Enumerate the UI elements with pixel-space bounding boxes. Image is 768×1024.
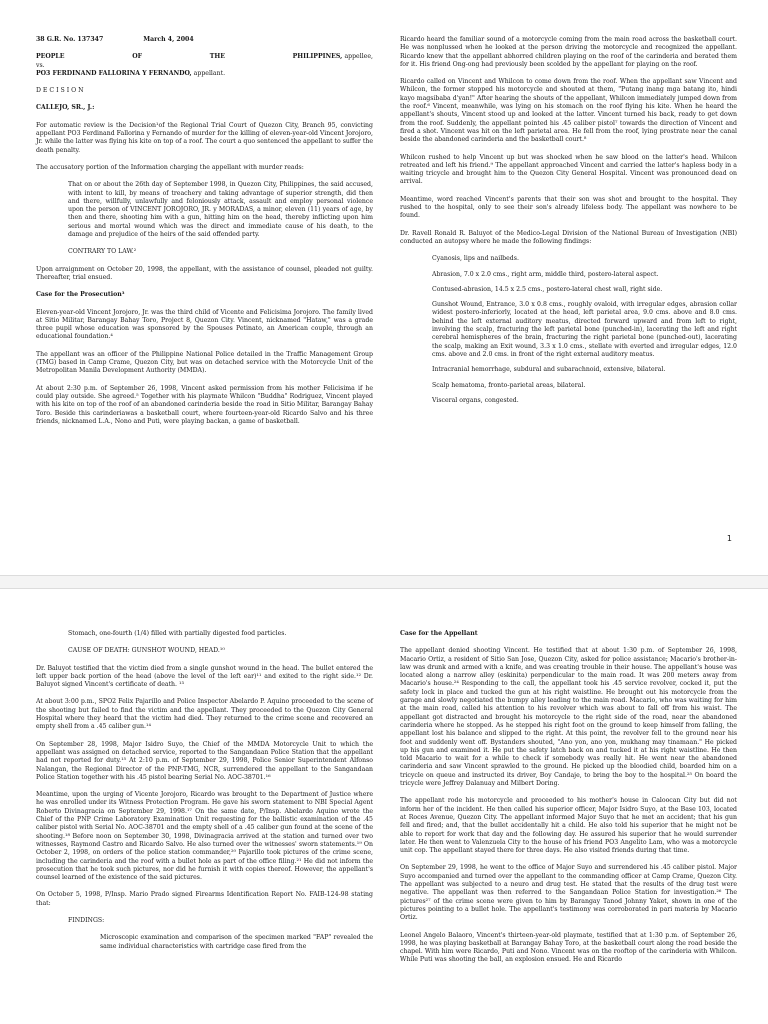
paragraph: Dr. Ravell Ronald R. Baluyot of the Medico-Legal Division of the National Bureau of Investigation (NBI) conducted an autopsy where he made the following findings:: [400, 229, 737, 245]
autopsy-finding: Scalp hematoma, fronto-parietal areas, bilateral.: [432, 381, 586, 389]
paragraph: Whilcon rushed to help Vincent up but was shocked when he saw blood on the latter's head. Whilcon retreated and left his friend.⁹ The appellant approached Vincent and carried the latter's hapless body in a waiting tricycle and brought him to the Quezon City General Hospital. Vincent was pronounced dead on arrival.: [400, 153, 737, 186]
section-heading: Case for the Prosecution³: [36, 291, 125, 299]
paragraph: The accusatory portion of the Information charging the appellant with murder reads:: [36, 163, 304, 171]
autopsy-finding: Visceral organs, congested.: [432, 396, 519, 404]
parties-line: [36, 53, 373, 61]
autopsy-finding: Abrasion, 7.0 x 2.0 cms., right arm, middle third, postero-lateral aspect.: [432, 270, 659, 278]
paragraph: On September 29, 1998, he went to the office of Major Suyo and surrendered his .45 caliber pistol. Major Suyo accompanied and turned over the appellant to the commanding officer at Camp Crame, Quezon City. The appellant was subjected to a neuro and drug test. He stated that the results of the drug test were negative. The appellant was then referred to the Sangandaan Police Station for investigation.²⁶ The pictures²⁷ of the crime scene were given to him by Barangay Tanod Johnny Yaket, shown in one of the pictures pointing to a bullet hole. The appellant's testimony was corroborated in pari materia by Macario Ortiz.: [400, 864, 737, 922]
ponente: CALLEJO, SR., J.:: [36, 104, 95, 112]
party-word: PHILIPPINES,: [292, 53, 343, 61]
autopsy-finding: Gunshot Wound, Entrance, 3.0 x 0.8 cms., roughly ovaloid, with irregular edges, abrasion collar widest postero-inferiorly, located at the head, left parietal area, 9.0 cms. above and 8.0 cms. behind the left external auditory meatus, directed forward upward and from left to right, involving the scalp, fracturing the left parietal bone (punched-in), lacerating the left and right cerebral hemispheres of the brain, fracturing the right parietal bone (punched-out), lacerating the scalp, making an Exit wound, 3.3 x 1.0 cms., stellate with everted and irregular edges, 12.0 cms. above and 2.0 cms. in front of the right external auditory meatus.: [432, 301, 737, 358]
column-page2-left: [36, 630, 373, 960]
paragraph: Dr. Baluyot testified that the victim died from a single gunshot wound in the head. The bullet entered the left upper back portion of the head (above the level of the left ear)¹¹ and exited to the right side.¹² Dr. Baluyot signed Vincent's certificate of death. ¹³: [36, 664, 373, 689]
paragraph: At about 2:30 p.m. of September 26, 1998, Vincent asked permission from his mother Felicisima if he could play outside. She agreed.⁵ Together with his playmate Whilcon "Buddha" Rodriguez, Vincent played with his kite on top of the roof of an abandoned carinderia beside the road in Sitio Militar, Barangay Bahay Toro. Beside this carinderiawas a basketball court, where fourteen-year-old Ricardo Salvo and his three friends, nicknamed L.A., Nono and Puti, were playing backan, a game of basketball.: [36, 384, 373, 425]
column-page1-left: [36, 36, 373, 435]
page-separator: [0, 575, 768, 589]
paragraph: For automatic review is the Decision¹of the Regional Trial Court of Quezon City, Branch 95, convicting appellant PO3 Ferdinand Fallorina y Fernando of murder for the killing of eleven-year-old Vincent Jorojoro, Jr. while the latter was flying his kite on top of a roof. The court a quo sentenced the appellant to suffer the death penalty.: [36, 121, 373, 154]
autopsy-finding: Contused-abrasion, 14.5 x 2.5 cms., postero-lateral chest wall, right side.: [432, 285, 663, 293]
autopsy-finding: Intracranial hemorrhage, subdural and subarachnoid, extensive, bilateral.: [432, 366, 666, 374]
paragraph: Meantime, word reached Vincent's parents that their son was shot and brought to the hospital. They rushed to the hospital, only to see their son's already lifeless body. The appellant was nowhere to be found.: [400, 195, 737, 220]
autopsy-finding: Stomach, one-fourth (1/4) filled with partially digested food particles.: [68, 630, 287, 637]
autopsy-finding: Cyanosis, lips and nailbeds.: [432, 255, 519, 263]
party-word: THE: [209, 53, 225, 61]
party-role: appellee,: [344, 53, 373, 61]
column-page2-right: [400, 630, 737, 974]
paragraph: Upon arraignment on October 20, 1998, the appellant, with the assistance of counsel, pleaded not guilty. Thereafter, trial ensued.: [36, 265, 373, 281]
paragraph: The appellant was an officer of the Philippine National Police detailed in the Traffic Management Group (TMG) based in Camp Crame, Quezon City, but was on detached service with the Motorcycle Unit of the Metropolitan Manila Development Authority (MMDA).: [36, 350, 373, 375]
paragraph: Meantime, upon the urging of Vicente Jorojoro, Ricardo was brought to the Department of Justice where he was enrolled under its Witness Protection Program. He gave his sworn statement to NBI Special Agent Roberto Divinagracia on September 29, 1998.¹⁷ On the same date, P/Insp. Abelardo Aquino wrote the Chief of the PNP Crime Laboratory Examination Unit requesting for the ballistic examination of the .45 caliber pistol with Serial No. AOC-38701 and the empty shell of a .45 caliber gun found at the scene of the shooting.¹⁸ Before noon on September 30, 1998, Divinagracia arrived at the station and turned over two witnesses, Raymond Castro and Ricardo Salvo. He also turned over the witnesses' sworn statements.¹⁹ On October 2, 1998, on orders of the police station commander,²⁰ Pajarillo took pictures of the crime scene, including the carinderia and the roof with a bullet hole as part of the office filing.²¹ He did not inform the prosecution that he took such pictures, nor did he furnish it with copies thereof. However, the appellant's counsel learned of the existence of the said pictures.: [36, 791, 373, 882]
findings-label: FINDINGS:: [68, 917, 105, 925]
quoted-information: That on or about the 26th day of September 1998, in Quezon City, Philippines, the said accused, with intent to kill, by means of treachery and taking advantage of superior strength, did then and there, willfully, unlawfully and feloniously attack, assault and employ personal violence upon the person of VINCENT JOROJORO, JR. y MORADAS, a minor, eleven (11) years of age, by then and there, shooting him with a gun, hitting him on the head, thereby inflicting upon him serious and mortal wound which was the direct and immediate cause of his death, to the damage and prejudice of the heirs of the said offended party.: [68, 181, 373, 239]
case-header: [36, 36, 373, 44]
paragraph: Ricardo called on Vincent and Whilcon to come down from the roof. When the appellant saw Vincent and Whilcon, the former stopped his motorcycle and shouted at them, "Putang inang mga batang ito, hindi kayo magsibaba d'yan!" After hearing the shouts of the appellant, Whilcon immediately jumped down from the roof.⁶ Vincent, meanwhile, was lying on his stomach on the roof flying his kite. When he heard the appellant's shouts, Vincent stood up and looked at the latter. Vincent turned his back, ready to get down from the roof. Suddenly, the appellant pointed his .45 caliber pistol⁷ towards the direction of Vincent and fired a shot. Vincent was hit on the left parietal area. He fell from the roof, lying prostrate near the canal beside the abandoned carinderia and the basketball court.⁸: [400, 78, 737, 144]
party-word: OF: [132, 53, 143, 61]
column-page1-right: [400, 36, 737, 412]
decision-label: D E C I S I O N: [36, 87, 84, 95]
party-word: PEOPLE: [36, 53, 65, 61]
appellant-role: appellant.: [193, 69, 226, 77]
cause-of-death: CAUSE OF DEATH: GUNSHOT WOUND, HEAD.¹⁰: [68, 647, 225, 655]
paragraph: Microscopic examination and comparison of the specimen marked "FAP" revealed the same individual characteristics with cartridge case fired from the: [100, 934, 373, 950]
appellant-name: PO3 FERDINAND FALLORINA Y FERNANDO,: [36, 69, 192, 77]
versus: vs.: [36, 61, 45, 69]
section-heading: Case for the Appellant: [400, 630, 478, 637]
paragraph: At about 3:00 p.m., SPO2 Felix Pajarillo and Police Inspector Abelardo P. Aquino proceeded to the scene of the shooting but failed to find the victim and the appellant. They proceeded to the Quezon City General Hospital where they heard that the victim had died. They returned to the crime scene and recovered an empty shell from a .45 caliber gun.¹⁴: [36, 698, 373, 731]
case-date: March 4, 2004: [143, 36, 194, 43]
page-number: 1: [726, 534, 732, 543]
paragraph: The appellant rode his motorcycle and proceeded to his mother's house in Caloocan City but did not inform her of the incident. He then called his superior officer, Major Isidro Suyo, at the Base 103, located at Roces Avenue, Quezon City. The appellant informed Major Suyo that he met an accident; that his gun fell and fired; and, that the bullet accidentally hit a child. He also told his superior that he might not be able to report for work that day and the following day. He assured his superior that he would surrender later. He then went to Valenzuela City to the house of his friend PO3 Angelito Lam, who was a motorcycle unit cop. The appellant stayed there for three days. He also visited friends during that time.: [400, 797, 737, 855]
paragraph: CONTRARY TO LAW.²: [68, 248, 137, 256]
paragraph: On September 28, 1998, Major Isidro Suyo, the Chief of the MMDA Motorcycle Unit to which the appellant was assigned on detached service, reported to the Sangandaan Police Station that the appellant had not reported for duty.¹⁵ At 2:10 p.m. of September 29, 1998, Police Senior Superintendent Alfonso Nalangan, the Regional Director of the PNP-TMG, NCR, surrendered the appellant to the Sangandaan Police Station together with his .45 pistol bearing Serial No. AOC-38701.¹⁶: [36, 740, 373, 781]
paragraph: Leonel Angelo Balaoro, Vincent's thirteen-year-old playmate, testified that at 1:30 p.m. of September 26, 1998, he was playing basketball at Barangay Bahay Toro, at the basketball court along the road beside the chapel. With him were Ricardo, Puti and Nono. Vincent was on the rooftop of the carinderia with Whilcon. While Puti was shooting the ball, an explosion ensued. He and Ricardo: [400, 931, 737, 964]
paragraph: On October 5, 1998, P/Insp. Mario Prado signed Firearms Identification Report No. FAIB-124-98 stating that:: [36, 891, 373, 907]
paragraph: Ricardo heard the familiar sound of a motorcycle coming from the main road across the basketball court. He was nonplussed when he looked at the person driving the motorcycle and recognized the appellant. Ricardo knew that the appellant abhorred children playing on the roof of the carinderia and berated them for it. His friend Ong-ong had previously been scolded by the appellant for playing on the roof.: [400, 36, 737, 68]
case-number: 38 G.R. No. 137347: [36, 36, 104, 43]
paragraph: Eleven-year-old Vincent Jorojoro, Jr. was the third child of Vicente and Felicisima Jorojoro. The family lived at Sitio Militar, Barangay Bahay Toro, Project 8, Quezon City. Vincent, nicknamed "Hataw," was a grade three pupil whose education was sponsored by the Spouses Petinato, an American couple, through an educational foundation.⁴: [36, 308, 373, 341]
paragraph: The appellant denied shooting Vincent. He testified that at about 1:30 p.m. of September 26, 1998, Macario Ortiz, a resident of Sitio San Jose, Quezon City, asked for police assistance; Macario's brother-in-law was drunk and armed with a knife, and was creating trouble in their house. The appellant's house was located along a narrow alley (eskinita) perpendicular to the main road. It was 200 meters away from Macario's house.²⁴ Responding to the call, the appellant took his .45 service revolver, cocked it, put the safety lock in place and tucked the gun at his right waistline. He brought out his motorcycle from the garage and slowly negotiated the bumpy alley leading to the main road. Macario, who was waiting for him at the main road, called his attention to his revolver which was about to fall off from his waist. The appellant got distracted and brought his motorcycle to the right side of the road, near the abandoned carinderia where he stopped. As he stepped his right foot on the ground to keep himself from falling, the appellant lost his balance and slipped to the right. At this point, the revolver fell to the ground near his foot and suddenly went off. Bystanders shouted, "Ano yon, ano yon, mukhang may tinamaan." He picked up his gun and examined it. He put the safety latch back on and tucked it at his right waistline. He then told Macario to wait for a while to check if somebody was really hit. He went near the abandoned carinderia and saw Vincent sprawled to the ground. He picked up the bloodied child, boarded him on a tricycle on queue and instructed its driver, Boy Candaje, to bring the boy to the hospital.²⁵ On board the tricycle were Jeffrey Dalanuay and Milbert Doring.: [400, 647, 737, 788]
